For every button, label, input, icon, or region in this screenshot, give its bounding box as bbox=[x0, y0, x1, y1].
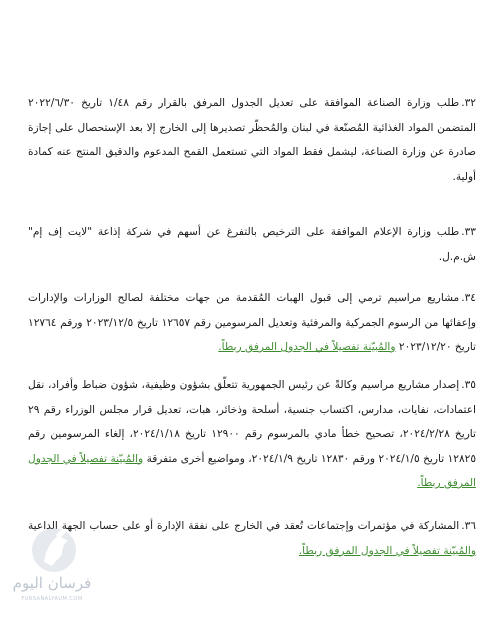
item-number: ٣٤. bbox=[461, 292, 476, 304]
watermark-name: فرسان اليوم bbox=[12, 574, 92, 592]
watermark-url: FURSANALYAUM.COM bbox=[21, 596, 83, 602]
agenda-item-34 bbox=[28, 286, 476, 360]
item-text: المشاركة في مؤتمرات وإجتماعات تُعقد في الخارج على نفقة الإدارة أو على حساب الجهة الداعية bbox=[28, 520, 460, 532]
agenda-item-32 bbox=[28, 91, 476, 189]
item-number: ٣٢. bbox=[461, 97, 476, 109]
item-text: إصدار مشاريع مراسيم وكالةً عن رئيس الجمهورية تتعلّق بشؤون وظيفية، شؤون ضباط وأفراد، نقل اعتمادات، نفايات، مدارس، اكتساب جنسية، أسلحة وذخائر، هبات، تعديل قرار مجلس الوزراء رقم ٢٩ تاريخ ٢٠٢٤/٢/٢٨، تصحيح خطأ مادي بالمرسوم رقم ١٢٩٠٠ تاريخ ٢٠٢٤/١/١٨، إلغاء المرسومين رقم ١٢٨٢٥ تاريخ ٢٠٢٤/١/٥ ورقم ١٢٨٣٠ تاريخ ٢٠٢٤/١/٩، ومواضيع أخرى متفرقة bbox=[28, 379, 477, 465]
horse-logo-icon bbox=[26, 522, 82, 574]
item-number: ٣٥. bbox=[461, 379, 476, 391]
item-text: طلب وزارة الإعلام الموافقة على الترخيص بالتفرغ عن أسهم في شركة إذاعة "لايت إف إم" ش.م.ل. bbox=[28, 226, 476, 263]
attached-table-link[interactable]: والمُبيّنة تفصيلاً في الجدول المرفق ربطاً. bbox=[298, 544, 476, 557]
attached-table-link[interactable]: والمُبيّنة تفصيلاً في الجدول المرفق ربطاً. bbox=[28, 452, 476, 489]
item-number: ٣٣. bbox=[461, 226, 476, 238]
item-number: ٣٦. bbox=[461, 520, 476, 532]
agenda-item-35 bbox=[28, 373, 476, 496]
agenda-item-33 bbox=[28, 220, 476, 269]
watermark bbox=[12, 520, 92, 610]
agenda-item-36 bbox=[28, 514, 476, 563]
item-text: مشاريع مراسيم ترمي إلى قبول الهبات المُقدمة من جهات مختلفة لصالح الوزارات والإدارات وإعفائها من الرسوم الجمركية والمرفئية وتعديل المرسومين رقم ١٢٦٥٧ تاريخ ٢٠٢٣/١٢/٥ ورقم ١٢٧٦٤ تاريخ ٢٠٢٣/١٢/٢٠ bbox=[28, 292, 476, 353]
item-text: طلب وزارة الصناعة الموافقة على تعديل الجدول المرفق بالقرار رقم ١/٤٨ تاريخ ٢٠٢٢/٦/٣٠ المتضمن المواد الغذائية المُصنّعة في لبنان والمُحظّر تصديرها إلى الخارج إلا بعد الإستحصال على إجازة صادرة عن وزارة الصناعة، ليشمل فقط المواد التي تستعمل القمح المدعوم والدقيق المنتج عنه كمادة أولية. bbox=[28, 97, 476, 183]
attached-table-link[interactable]: والمُبيّنة تفصيلاً في الجدول المرفق ربطاً. bbox=[218, 341, 396, 353]
